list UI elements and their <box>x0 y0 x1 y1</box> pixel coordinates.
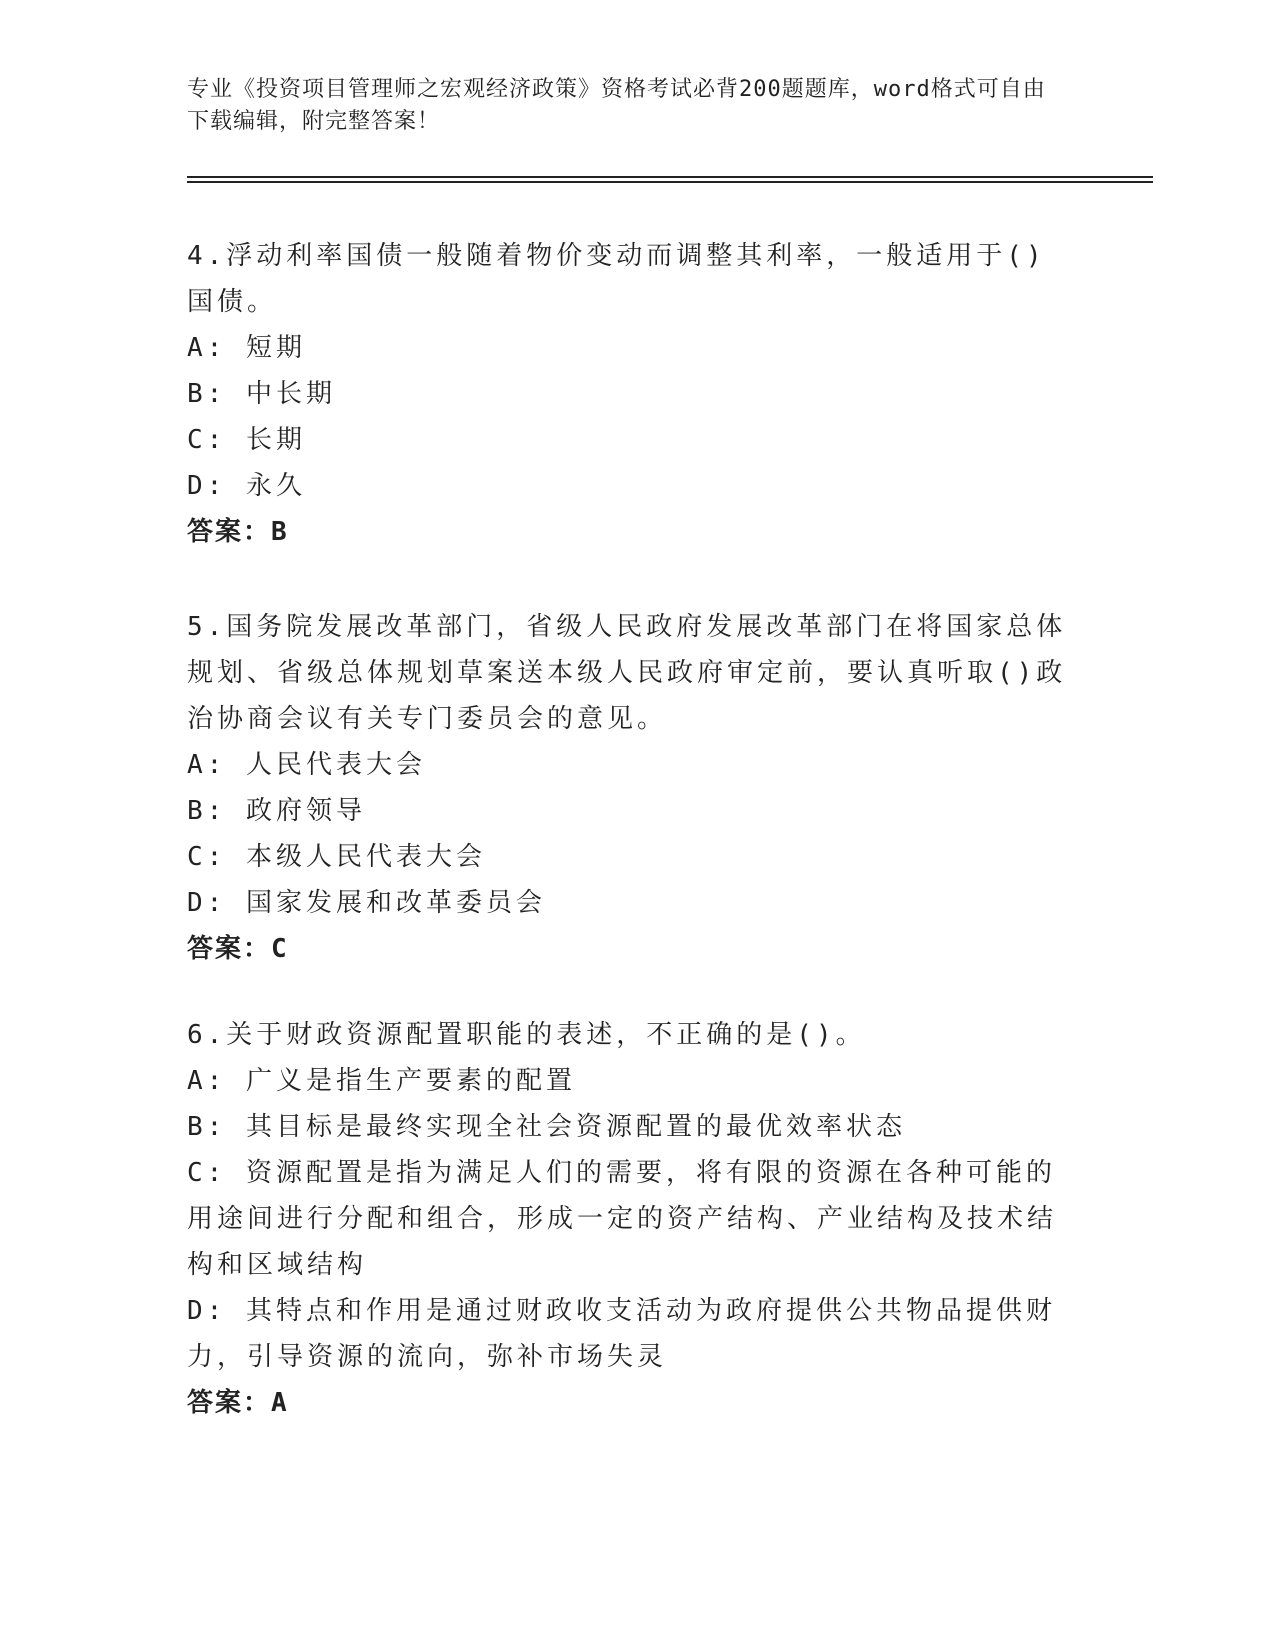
answer: 答案：A <box>187 1388 289 1418</box>
answer: 答案：B <box>187 517 289 547</box>
option-d: D: 其特点和作用是通过财政收支活动为政府提供公共物品提供财力，引导资源的流向，弥补市场失灵 <box>187 1296 1056 1372</box>
option-d: D: 永久 <box>187 471 306 501</box>
header-divider-bottom <box>187 181 1153 183</box>
option-a: A: 人民代表大会 <box>187 750 426 780</box>
option-a: A: 广义是指生产要素的配置 <box>187 1066 576 1096</box>
document-header: 专业《投资项目管理师之宏观经济政策》资格考试必背200题题库，word格式可自由下载编辑，附完整答案！ <box>187 77 1046 134</box>
option-c: C: 资源配置是指为满足人们的需要，将有限的资源在各种可能的用途间进行分配和组合，形成一定的资产结构、产业结构及技术结构和区域结构 <box>187 1158 1058 1280</box>
option-a: A: 短期 <box>187 333 306 363</box>
question-5 <box>187 604 1067 972</box>
question-text: 5.国务院发展改革部门，省级人民政府发展改革部门在将国家总体规划、省级总体规划草案送本级人民政府审定前，要认真听取()政治协商会议有关专门委员会的意见。 <box>187 612 1067 734</box>
option-b: B: 中长期 <box>187 379 336 409</box>
option-c: C: 本级人民代表大会 <box>187 842 486 872</box>
header-divider-top <box>187 176 1153 178</box>
option-c: C: 长期 <box>187 425 306 455</box>
question-text: 6.关于财政资源配置职能的表述，不正确的是()。 <box>187 1020 866 1050</box>
option-b: B: 其目标是最终实现全社会资源配置的最优效率状态 <box>187 1112 906 1142</box>
answer: 答案：C <box>187 934 289 964</box>
question-text: 4.浮动利率国债一般随着物价变动而调整其利率，一般适用于()国债。 <box>187 241 1046 317</box>
question-4 <box>187 233 1067 555</box>
option-b: B: 政府领导 <box>187 796 366 826</box>
option-d: D: 国家发展和改革委员会 <box>187 888 546 918</box>
question-6 <box>187 1012 1067 1426</box>
